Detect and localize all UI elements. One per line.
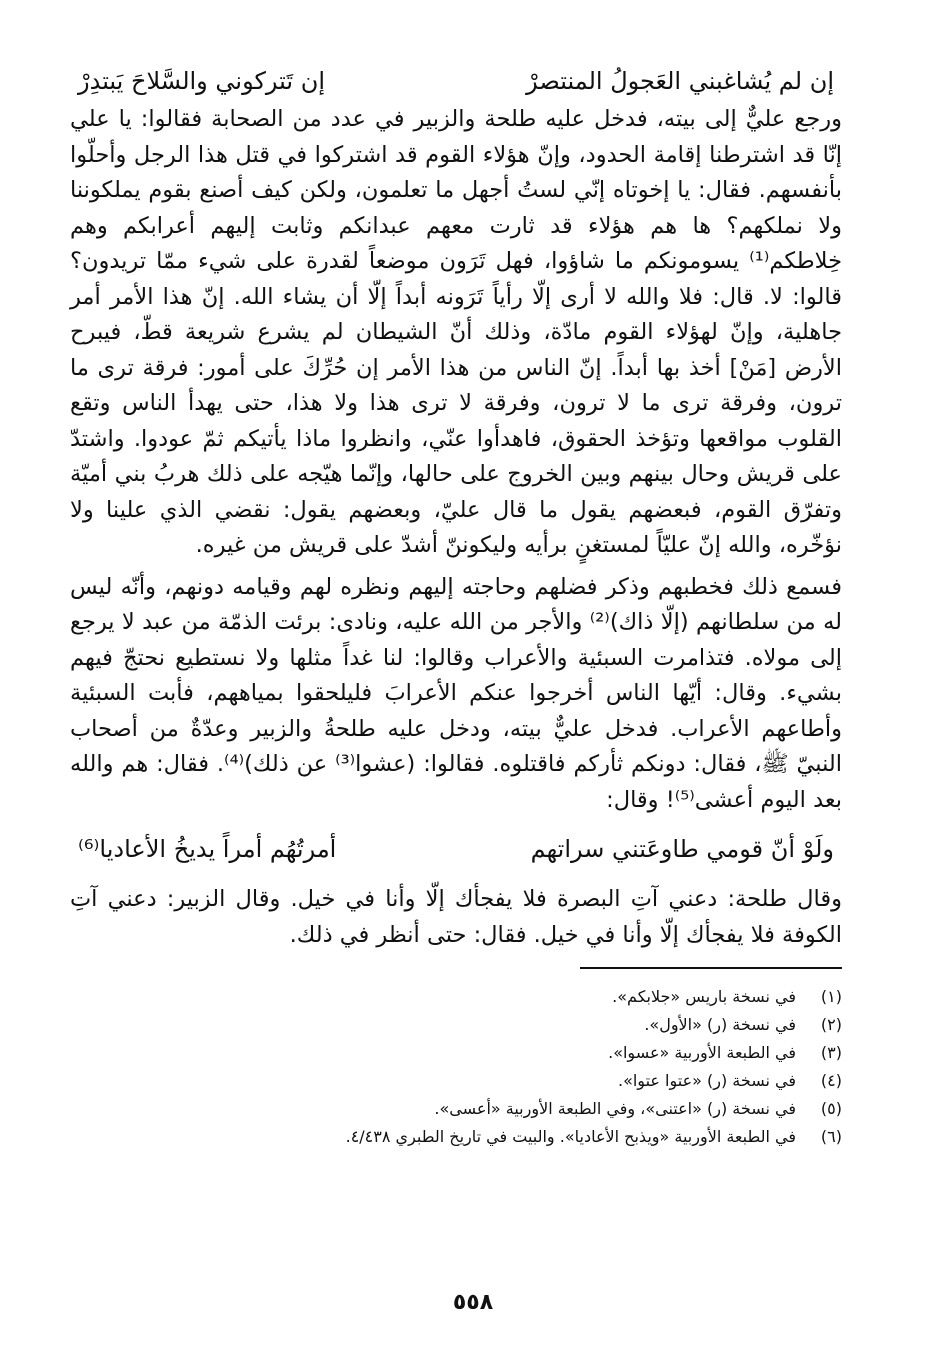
paragraph-2: فسمع ذلك فخطبهم وذكر فضلهم وحاجته إليهم ونظره لهم وقيامه دونهم، وأنّه ليس له من سلطانهم (إلّا ذاك)⁽²⁾ والأجر من الله عليه، ونادى: برئت الذمّة من عبد لا يرجع إلى مولاه. فتذامرت السبئية والأعراب وقالوا: لنا غداً مثلها ولا نستطيع نحتجّ فيهم بشيء. وقال: أيّها الناس أخرجوا عنكم الأعرابَ فليلحقوا بمياههم، فأبت السبئية وأطاعهم الأعراب. فدخل عليٌّ بيته، ودخل عليه طلحةُ والزبير وعدّةٌ من أصحاب النبيّ ﷺ، فقال: دونكم ثأركم فاقتلوه. فقالوا: (عشوا⁽³⁾ عن ذلك)⁽⁴⁾. فقال: هم والله بعد اليوم أعشى⁽⁵⁾! وقال:: [70, 573, 842, 813]
footnote: [70, 1123, 842, 1151]
verse-hemistich-second: إن تَتركوني والسَّلاحَ يَبتدِرْ: [78, 67, 325, 95]
footnote-divider: [580, 967, 842, 969]
footnote-number: (٤): [820, 1071, 842, 1090]
verse-hemistich-first: ولَوْ أنّ قومي طاوعَتني سراتهم: [530, 835, 834, 863]
footnote-number: (٥): [820, 1099, 842, 1118]
paragraph-1: ورجع عليٌّ إلى بيته، فدخل عليه طلحة والزبير في عدد من الصحابة فقالوا: يا علي إنّا قد اشترطنا إقامة الحدود، وإنّ هؤلاء القوم قد اشتركوا في قتل هذا الرجل وأحلّوا بأنفسهم. فقال: يا إخوتاه إنّي لستُ أجهل ما تعلمون، ولكن كيف أصنع بقوم يملكوننا ولا نملكهم؟ ها هم هؤلاء قد ثارت معهم عبدانكم وثابت إليهم أعرابكم وهم خِلاطكم⁽¹⁾ يسومونكم ما شاؤوا، فهل تَرَون موضعاً لقدرة على شيء ممّا تريدون؟ قالوا: لا. قال: فلا والله لا أرى إلّا رأياً تَرَونه أبداً إلّا أن يشاء الله. إنّ هذا الأمر أمر جاهلية، وإنّ لهؤلاء القوم مادّة، وذلك أنّ الشيطان لم يشرع شريعة قطّ، فيبرح الأرض [مَنْ] أخذ بها أبداً. إنّ الناس من هذا الأمر إن حُرِّكَ على أمور: فرقة ترى ما ترون، وفرقة ترى ما لا ترون، وفرقة لا ترى هذا ولا هذا، حتى يهدأ الناس وتقع القلوب مواقعها وتؤخذ الحقوق، فاهدأوا عنّي، وانظروا ماذا يأتيكم ثمّ عودوا. واشتدّ على قريش وحال بينهم وبين الخروج على حالها، وإنّما هيّجه على ذلك هربُ بني أميّة وتفرّق القوم، فبعضهم يقول ما قال عليّ، وبعضهم يقول: نقضي الذي علينا ولا نؤخّره، والله إنّ عليّاً لمستغنٍ برأيه وليكوننّ أشدّ على قريش من غيره.: [70, 106, 842, 558]
closing-paragraph: وقال طلحة: دعني آتِ البصرة فلا يفجأك إلّا وأنا في خيل. وقال الزبير: دعني آتِ الكوفة فلا يفجأك إلّا وأنا في خيل. فقال: حتى أنظر في ذلك.: [70, 886, 842, 948]
footnote-text: في نسخة (ر) «اعتنى»، وفي الطبعة الأوربية «أعسى».: [434, 1099, 796, 1118]
footnote-number: (٣): [820, 1043, 842, 1062]
footnote-text: في نسخة (ر) «عتوا عتوا».: [617, 1071, 796, 1090]
footnote: [70, 1067, 842, 1095]
verse-hemistich-first: إن لم يُشاغبني العَجولُ المنتصرْ: [526, 67, 834, 95]
footnote-number: (٢): [820, 1015, 842, 1034]
footnote-number: (١): [820, 987, 842, 1006]
footnote: [70, 1095, 842, 1123]
verse-hemistich-second: أمرتُهُم أمراً يديخُ الأعاديا⁽⁶⁾: [78, 835, 337, 863]
footnote-text: في الطبعة الأوربية «عسوا».: [608, 1043, 796, 1062]
footnote: [70, 1039, 842, 1067]
footnote-text: في نسخة (ر) «الأول».: [644, 1015, 796, 1034]
footnote: [70, 1011, 842, 1039]
footnotes-list: [70, 983, 842, 1151]
page-number: ٥٥٨: [452, 1290, 494, 1315]
footnote-text: في نسخة باريس «جلابكم».: [612, 987, 796, 1006]
footnote-number: (٦): [820, 1127, 842, 1146]
footnote: [70, 983, 842, 1011]
poem-verse-bottom: [78, 828, 834, 870]
footnote-text: في الطبعة الأوربية «ويذبح الأعاديا». والبيت في تاريخ الطبري ٤/٤٣٨.: [345, 1127, 796, 1146]
poem-verse-top: [78, 60, 834, 102]
